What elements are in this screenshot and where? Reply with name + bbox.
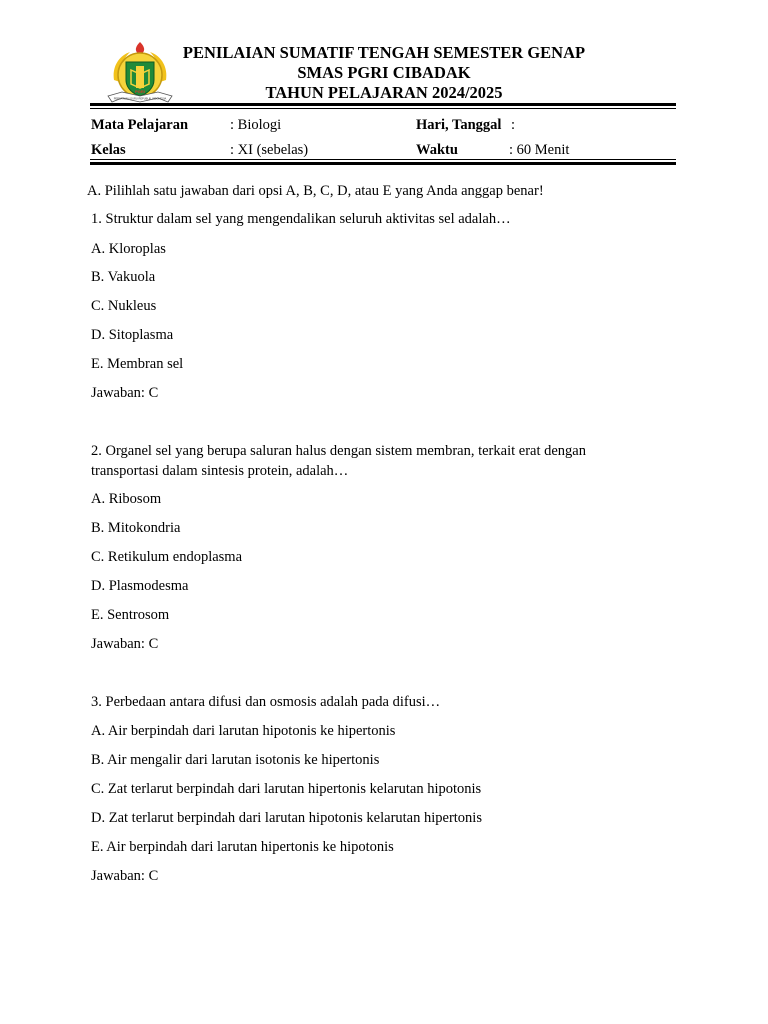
header-rule-thin	[90, 108, 676, 109]
instruction-text: A. Pilihlah satu jawaban dari opsi A, B, C, D, atau E yang Anda anggap benar!	[87, 183, 544, 199]
question-1-text: 1. Struktur dalam sel yang mengendalikan seluruh aktivitas sel adalah…	[91, 211, 511, 227]
question-1-answer: Jawaban: C	[91, 385, 159, 401]
time-label: Waktu	[416, 142, 458, 158]
question-2-option-c: C. Retikulum endoplasma	[91, 549, 243, 565]
exam-title: PENILAIAN SUMATIF TENGAH SEMESTER GENAP	[182, 43, 586, 62]
info-rule-thick	[90, 162, 676, 165]
question-1-option-c: C. Nukleus	[91, 298, 157, 314]
question-1-option-e: E. Membran sel	[91, 356, 184, 372]
question-2-text-line2: transportasi dalam sintesis protein, adalah…	[91, 463, 349, 479]
logo-ribbon-text: PERSATUAN GURU REPUBLIK INDONESIA	[113, 97, 167, 101]
academic-year: TAHUN PELAJARAN 2024/2025	[265, 83, 503, 102]
question-3-option-b: B. Air mengalir dari larutan isotonis ke hipertonis	[91, 752, 380, 768]
class-value: : XI (sebelas)	[230, 142, 309, 158]
question-3-option-c: C. Zat terlarut berpindah dari larutan hipertonis kelarutan hipotonis	[91, 781, 482, 797]
question-3-option-d: D. Zat terlarut berpindah dari larutan hipotonis kelarutan hipertonis	[91, 810, 482, 826]
time-value: : 60 Menit	[509, 142, 570, 158]
question-3-text: 3. Perbedaan antara difusi dan osmosis adalah pada difusi…	[91, 694, 441, 710]
question-2-text-line1: 2. Organel sel yang berupa saluran halus dengan sistem membran, terkait erat dengan	[91, 443, 586, 459]
info-rule-thin	[90, 159, 676, 160]
question-3-option-e: E. Air berpindah dari larutan hipertonis ke hipotonis	[91, 839, 394, 855]
question-1-option-d: D. Sitoplasma	[91, 327, 174, 343]
question-3-answer: Jawaban: C	[91, 868, 159, 884]
question-2-answer: Jawaban: C	[91, 636, 159, 652]
question-2-option-b: B. Mitokondria	[91, 520, 181, 536]
logo-top-text: PGRI	[135, 89, 145, 94]
question-3-option-a: A. Air berpindah dari larutan hipotonis ke hipertonis	[91, 723, 396, 739]
day-value: :	[511, 117, 516, 133]
question-2-option-a: A. Ribosom	[91, 491, 162, 507]
school-name: SMAS PGRI CIBADAK	[297, 63, 471, 82]
subject-value: : Biologi	[230, 117, 282, 133]
question-1-option-a: A. Kloroplas	[91, 241, 166, 257]
header-rule-thick	[90, 103, 676, 106]
question-2-option-d: D. Plasmodesma	[91, 578, 189, 594]
class-label: Kelas	[91, 142, 126, 158]
day-label: Hari, Tanggal	[416, 117, 502, 133]
question-2-option-e: E. Sentrosom	[91, 607, 170, 623]
question-1-option-b: B. Vakuola	[91, 269, 156, 285]
subject-label: Mata Pelajaran	[91, 117, 189, 133]
